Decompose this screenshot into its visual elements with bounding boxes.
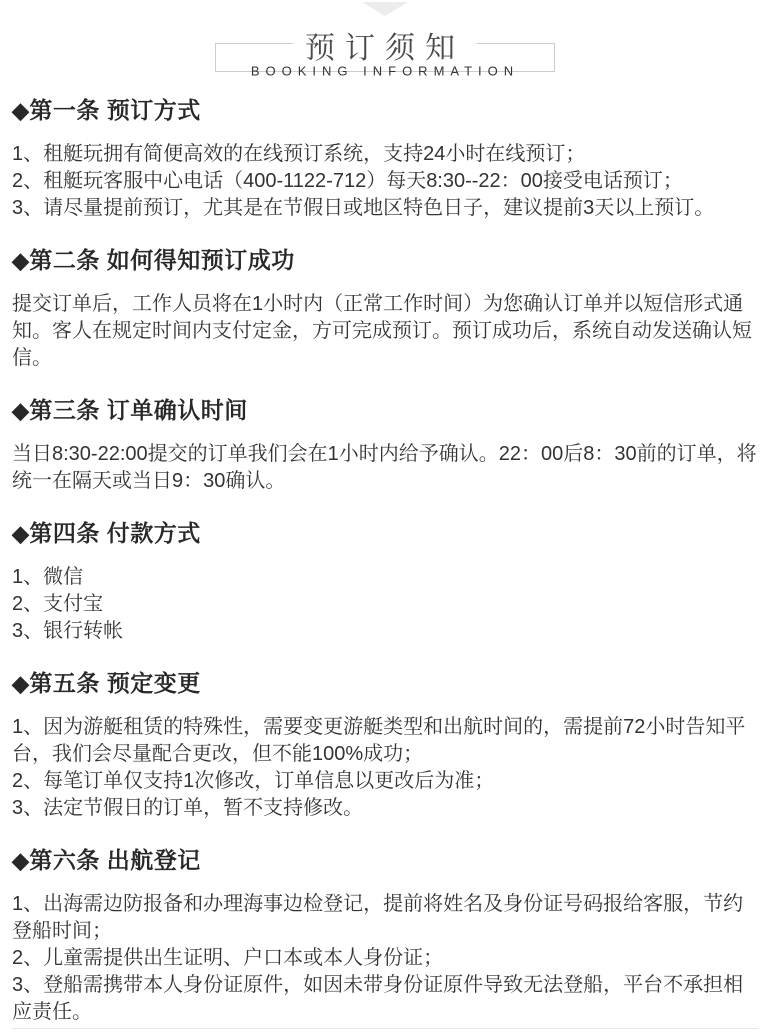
list-item: 3、法定节假日的订单，暂不支持修改。 [12, 797, 364, 819]
list-item: 1、出海需边防报备和办理海事边检登记，提前将姓名及身份证号码报给客服，节约登船时间； [12, 893, 744, 942]
page-title: 预订须知 [293, 23, 477, 67]
list-item: 1、微信 [12, 566, 84, 588]
section-heading [12, 394, 758, 427]
section-title-text: 第六条 出航登记 [29, 847, 201, 873]
diamond-bullet-icon: ◆ [12, 248, 30, 273]
section-paragraph: 当日8:30-22:00提交的订单我们会在1小时内给予确认。22：00后8：30前的订单，将统一在隔天或当日9：30确认。 [12, 443, 757, 492]
diamond-bullet-icon: ◆ [12, 98, 30, 123]
section-title-text: 第二条 如何得知预订成功 [29, 247, 295, 273]
list-item: 3、登船需携带本人身份证原件，如因未带身份证原件导致无法登船，平台不承担相应责任。 [12, 974, 744, 1023]
section-title-text: 第四条 付款方式 [29, 520, 201, 546]
diamond-bullet-icon: ◆ [12, 521, 30, 546]
section-heading [12, 844, 758, 877]
section-heading [12, 667, 758, 700]
list-item: 3、请尽量提前预订，尤其是在节假日或地区特色日子，建议提前3天以上预订。 [12, 197, 715, 219]
list-item: 3、银行转帐 [12, 620, 124, 642]
section-paragraph: 提交订单后，工作人员将在1小时内（正常工作时间）为您确认订单并以短信形式通知。客人在规定时间内支付定金，方可完成预订。预订成功后，系统自动发送确认短信。 [12, 293, 752, 369]
list-item: 2、每笔订单仅支持1次修改，订单信息以更改后为准； [12, 770, 495, 792]
section-boarding-registration [12, 844, 758, 1026]
bottom-divider [12, 1028, 758, 1029]
section-payment-methods [12, 517, 758, 645]
chevron-down-arrow-icon [362, 2, 408, 16]
section-heading [12, 244, 758, 277]
booking-info-content [0, 94, 770, 1029]
section-title-text: 第一条 预订方式 [29, 97, 201, 123]
list-item: 2、租艇玩客服中心电话（400-1122-712）每天8:30--22：00接受电话预订； [12, 170, 683, 192]
section-title-text: 第三条 订单确认时间 [29, 397, 248, 423]
section-booking-success-notice [12, 244, 758, 372]
section-booking-method [12, 94, 758, 222]
diamond-bullet-icon: ◆ [12, 848, 30, 873]
section-heading [12, 517, 758, 550]
diamond-bullet-icon: ◆ [12, 398, 30, 423]
list-item: 1、因为游艇租赁的特殊性，需要变更游艇类型和出航时间的，需提前72小时告知平台，我们会尽量配合更改，但不能100%成功； [12, 716, 746, 765]
section-title-text: 第五条 预定变更 [29, 670, 201, 696]
list-item: 1、租艇玩拥有简便高效的在线预订系统，支持24小时在线预订； [12, 143, 586, 165]
section-heading [12, 94, 758, 127]
section-booking-changes [12, 667, 758, 822]
section-order-confirm-time [12, 394, 758, 495]
diamond-bullet-icon: ◆ [12, 671, 30, 696]
booking-notice-page [0, 2, 770, 1033]
page-header [0, 32, 770, 79]
list-item: 2、支付宝 [12, 593, 104, 615]
list-item: 2、儿童需提供出生证明、户口本或本人身份证； [12, 947, 444, 969]
page-subtitle: BOOKING INFORMATION [250, 63, 520, 79]
title-frame [215, 32, 555, 79]
